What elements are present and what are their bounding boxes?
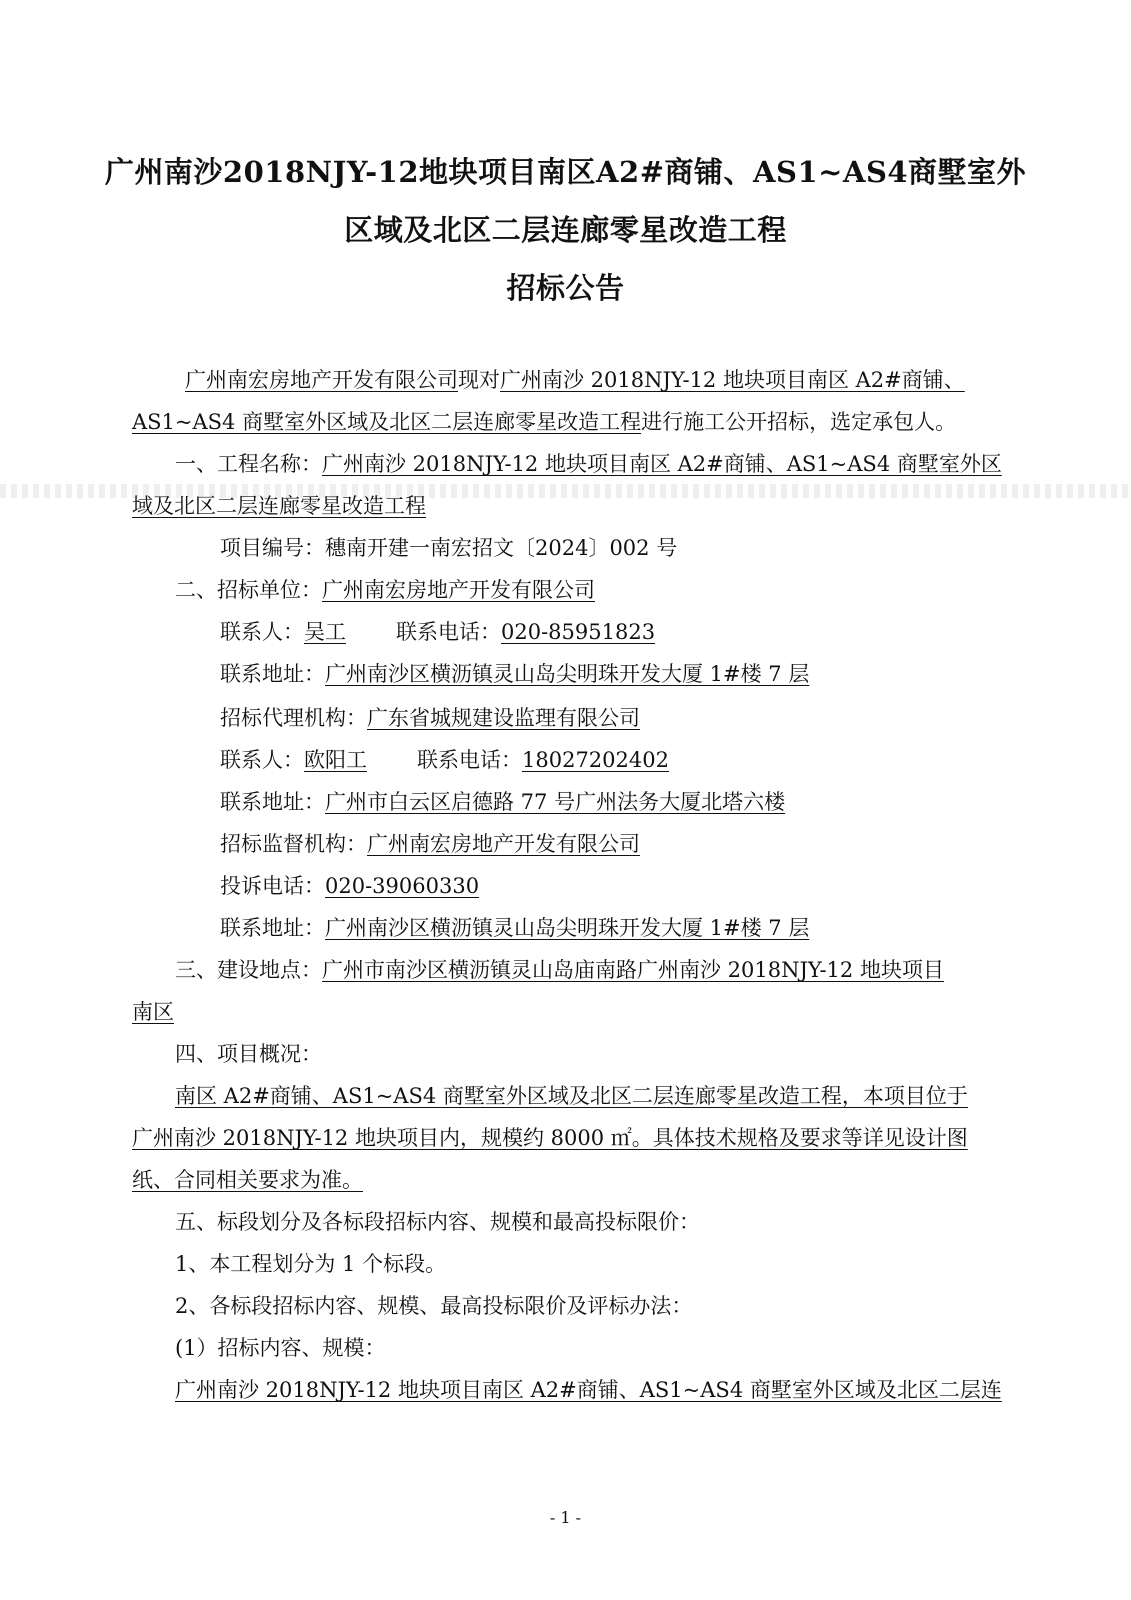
agency-address-line [220, 788, 785, 816]
lots-item-2-1-text: 广州南沙 2018NJY-12 地块项目南区 A2#商铺、AS1~AS4 商墅室外区域及北区二层连 [175, 1378, 1002, 1402]
tenderer-line [175, 576, 595, 604]
agency-contact-label: 联系人： [220, 748, 304, 772]
intro-text-1: 现对 [458, 368, 500, 392]
intro-text-2: 进行施工公开招标，选定承包人。 [641, 410, 957, 434]
project-name-line-1 [175, 450, 1002, 478]
supervisor-address-line [220, 914, 809, 942]
contact-value: 吴工 [304, 620, 346, 644]
complaint-phone-line [220, 872, 479, 900]
agency-phone-value: 18027202402 [522, 748, 669, 772]
tenderer-address-line [220, 660, 809, 688]
project-number-line [220, 534, 677, 562]
project-name-label: 一、工程名称： [175, 452, 322, 476]
project-name-value: 广州南沙 2018NJY-12 地块项目南区 A2#商铺、AS1~AS4 商墅室外区 [322, 452, 1002, 476]
tenderer-label: 二、招标单位： [175, 578, 322, 602]
site-value-cont: 南区 [132, 1000, 174, 1024]
intro-paragraph-line-2 [132, 408, 956, 436]
lots-heading: 五、标段划分及各标段招标内容、规模和最高投标限价： [175, 1210, 700, 1234]
lots-item-2: 2、各标段招标内容、规模、最高投标限价及评标办法： [175, 1294, 693, 1318]
address-label: 联系地址： [220, 662, 325, 686]
lots-item-1: 1、本工程划分为 1 个标段。 [175, 1252, 447, 1276]
document-title-line-1: 广州南沙2018NJY-12地块项目南区A2#商铺、AS1~AS4商墅室外 [104, 155, 1027, 189]
supervisor-address-value: 广州南沙区横沥镇灵山岛尖明珠开发大厦 1#楼 7 层 [325, 916, 810, 940]
supervisor-label: 招标监督机构： [220, 832, 367, 856]
overview-line-2: 广州南沙 2018NJY-12 地块项目内，规模约 8000 ㎡。具体技术规格及要求等详见设计图 [132, 1126, 968, 1150]
complaint-phone-label: 投诉电话： [220, 874, 325, 898]
supervisor-line [220, 830, 640, 858]
intro-project-name-cont: AS1~AS4 商墅室外区域及北区二层连廊零星改造工程 [132, 410, 642, 434]
overview-line-1: 南区 A2#商铺、AS1~AS4 商墅室外区域及北区二层连廊零星改造工程，本项目位于 [175, 1084, 968, 1108]
phone-label: 联系电话： [396, 620, 501, 644]
site-label: 三、建设地点： [175, 958, 322, 982]
project-number-value: 穗南开建一南宏招文〔2024〕002 号 [325, 536, 678, 560]
tenderer-name: 广州南宏房地产开发有限公司 [185, 368, 458, 392]
document-heading: 招标公告 [506, 271, 625, 305]
agency-address-value: 广州市白云区启德路 77 号广州法务大厦北塔六楼 [325, 790, 786, 814]
agency-contact-line [220, 746, 669, 774]
agency-label: 招标代理机构： [220, 706, 367, 730]
project-number-label: 项目编号： [220, 536, 325, 560]
lots-item-2-1: (1）招标内容、规模： [175, 1336, 386, 1360]
agency-line [220, 704, 640, 732]
overview-heading: 四、项目概况： [175, 1042, 322, 1066]
agency-value: 广东省城规建设监理有限公司 [367, 706, 640, 730]
intro-project-name: 广州南沙 2018NJY-12 地块项目南区 A2#商铺、 [500, 368, 965, 392]
intro-paragraph-line-1 [185, 366, 965, 394]
project-name-line-2 [132, 492, 426, 520]
overview-line-3: 纸、合同相关要求为准。 [132, 1168, 363, 1192]
complaint-phone-value: 020-39060330 [325, 874, 480, 898]
agency-address-label: 联系地址： [220, 790, 325, 814]
agency-contact-value: 欧阳工 [304, 748, 367, 772]
site-line-2 [132, 998, 174, 1026]
tenderer-contact-line [220, 618, 655, 646]
page-number: - 1 - [549, 1508, 582, 1527]
project-name-value-cont: 域及北区二层连廊零星改造工程 [132, 494, 426, 518]
contact-label: 联系人： [220, 620, 304, 644]
supervisor-address-label: 联系地址： [220, 916, 325, 940]
site-line-1 [175, 956, 944, 984]
site-value: 广州市南沙区横沥镇灵山岛庙南路广州南沙 2018NJY-12 地块项目 [322, 958, 944, 982]
document-title-line-2: 区域及北区二层连廊零星改造工程 [344, 213, 787, 247]
tenderer-value: 广州南宏房地产开发有限公司 [322, 578, 595, 602]
supervisor-value: 广州南宏房地产开发有限公司 [367, 832, 640, 856]
phone-value: 020-85951823 [501, 620, 656, 644]
address-value: 广州南沙区横沥镇灵山岛尖明珠开发大厦 1#楼 7 层 [325, 662, 810, 686]
agency-phone-label: 联系电话： [417, 748, 522, 772]
